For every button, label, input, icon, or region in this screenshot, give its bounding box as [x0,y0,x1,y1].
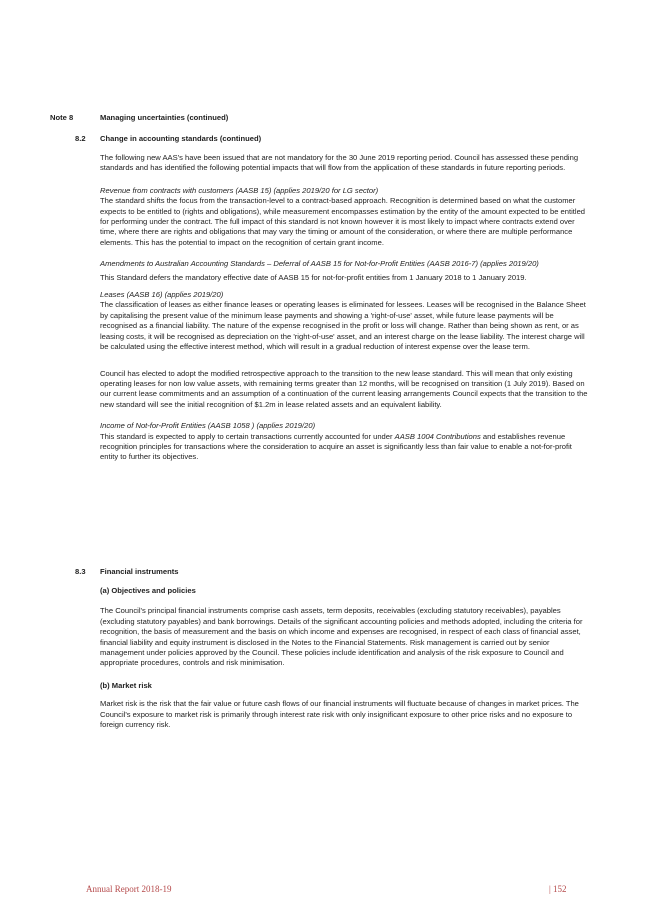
amendments-paragraph: This Standard defers the mandatory effective date of AASB 15 for not-for-profit entities from 1 January 2018 to 1 January 2019. [100,272,527,282]
income-text-b: and establishes revenue recognition principles for transactions where the consideration to acquire an asset is significantly less than fair value to enable a not-for-profit entity to further its objectives. [100,431,572,462]
objectives-paragraph: The Council's principal financial instruments comprise cash assets, term deposits, receivables (excluding statutory receivables), payables (excluding statutory payables) and bank borrowings. Details of the significant accounting policies and methods adopted, including the criteria for recognition, the basis of measurement and the basis on which income and expenses are recognised, in respect of each class of financial asset, financial liability and equity instrument is disclosed in the Notes to the Financial Statements. Risk management is carried out by senior management under policies approved by the Council. These policies include identification and analysis of the risk exposure to Council and appropriate procedures, controls and risk minimisation. [100,606,583,668]
section-8-2-body [100,153,590,463]
amendments-heading: Amendments to Australian Accounting Standards – Deferral of AASB 15 for Not-for-Profit Entities (AASB 2016-7) (applies 2019/20) [100,259,539,269]
income-text-italic: AASB 1004 Contributions [394,431,481,441]
aasb15-paragraph: The standard shifts the focus from the transaction-level to a contract-based approach. Recognition is determined based on what the customer expects to be entitled to (rights and obligations), while measurement encompasses estimation by the entity of the amount expected to be entitled for performing under the contract. The full impact of this standard is not known however it is most likely to impact where contracts extend over time, where there are rights and obligations that may vary the timing or amount of the consideration, or where there are multiple performance elements. This has the potential to impact on the recognition of certain grant income. [100,196,586,247]
intro-paragraph: The following new AAS's have been issued that are not mandatory for the 30 June 2019 reporting period. Council has assessed these pending standards and has identified the following potential impacts that will flow from the application of these standards in future reporting periods. [100,153,579,173]
footer-report-title: Annual Report 2018-19 [86,884,172,894]
footer-page-number: | 152 [549,884,567,894]
income-nfp-heading: Income of Not-for-Profit Entities (AASB 1058 ) (applies 2019/20) [100,421,316,431]
leases-transition-paragraph: Council has elected to adopt the modified retrospective approach to the transition to the new lease standard. This will mean that only existing operating leases for non low value assets, with remaining terms greater than 12 months, will be recognised on transition (1 July 2019). Based on our current lease commitments and an assumption of a continuation of the current leasing arrangements Council expects that the transition to the new standard will see the initial recognition of $1.2m in lease related assets and an equivalent liability. [100,368,588,409]
leases-heading: Leases (AASB 16) (applies 2019/20) [100,290,224,300]
objectives-heading: (a) Objectives and policies [100,586,196,595]
note-title: Managing uncertainties (continued) [100,113,229,122]
note-number: Note 8 [50,113,74,122]
section-title-8-2: Change in accounting standards (continued) [100,134,262,143]
leases-paragraph: The classification of leases as either finance leases or operating leases is eliminated for lessees. Leases will be recognised in the Balance Sheet by capitalising the present value of the minimum lease payments and showing a 'right-of-use' asset, while future lease payments will be recognised as a financial liability. The nature of the expense recognised in the profit or loss will change. Rather than being shown as rent, or as leasing costs, it will be recognised as depreciation on the 'right-of-use' asset, and an interest charge on the lease liability. The interest charge will be calculated using the effective interest method, which will result in a gradual reduction of interest expense over the lease term. [100,300,586,352]
section-number-8-2: 8.2 [75,134,86,143]
income-nfp-paragraph [100,432,590,463]
section-number-8-3: 8.3 [75,567,86,576]
aasb15-heading: Revenue from contracts with customers (AASB 15) (applies 2019/20 for LG sector) [100,185,379,195]
section-title-8-3: Financial instruments [100,567,179,576]
section-8-3-body [100,586,590,730]
market-risk-paragraph: Market risk is the risk that the fair value or future cash flows of our financial instruments will fluctuate because of changes in market prices. The Council's exposure to market risk is primarily through interest rate risk with only insignificant exposure to other price risks and no exposure to foreign currency risk. [100,699,579,730]
income-text-a: This standard is expected to apply to certain transactions currently accounted for under [100,431,395,441]
market-risk-heading: (b) Market risk [100,680,152,690]
